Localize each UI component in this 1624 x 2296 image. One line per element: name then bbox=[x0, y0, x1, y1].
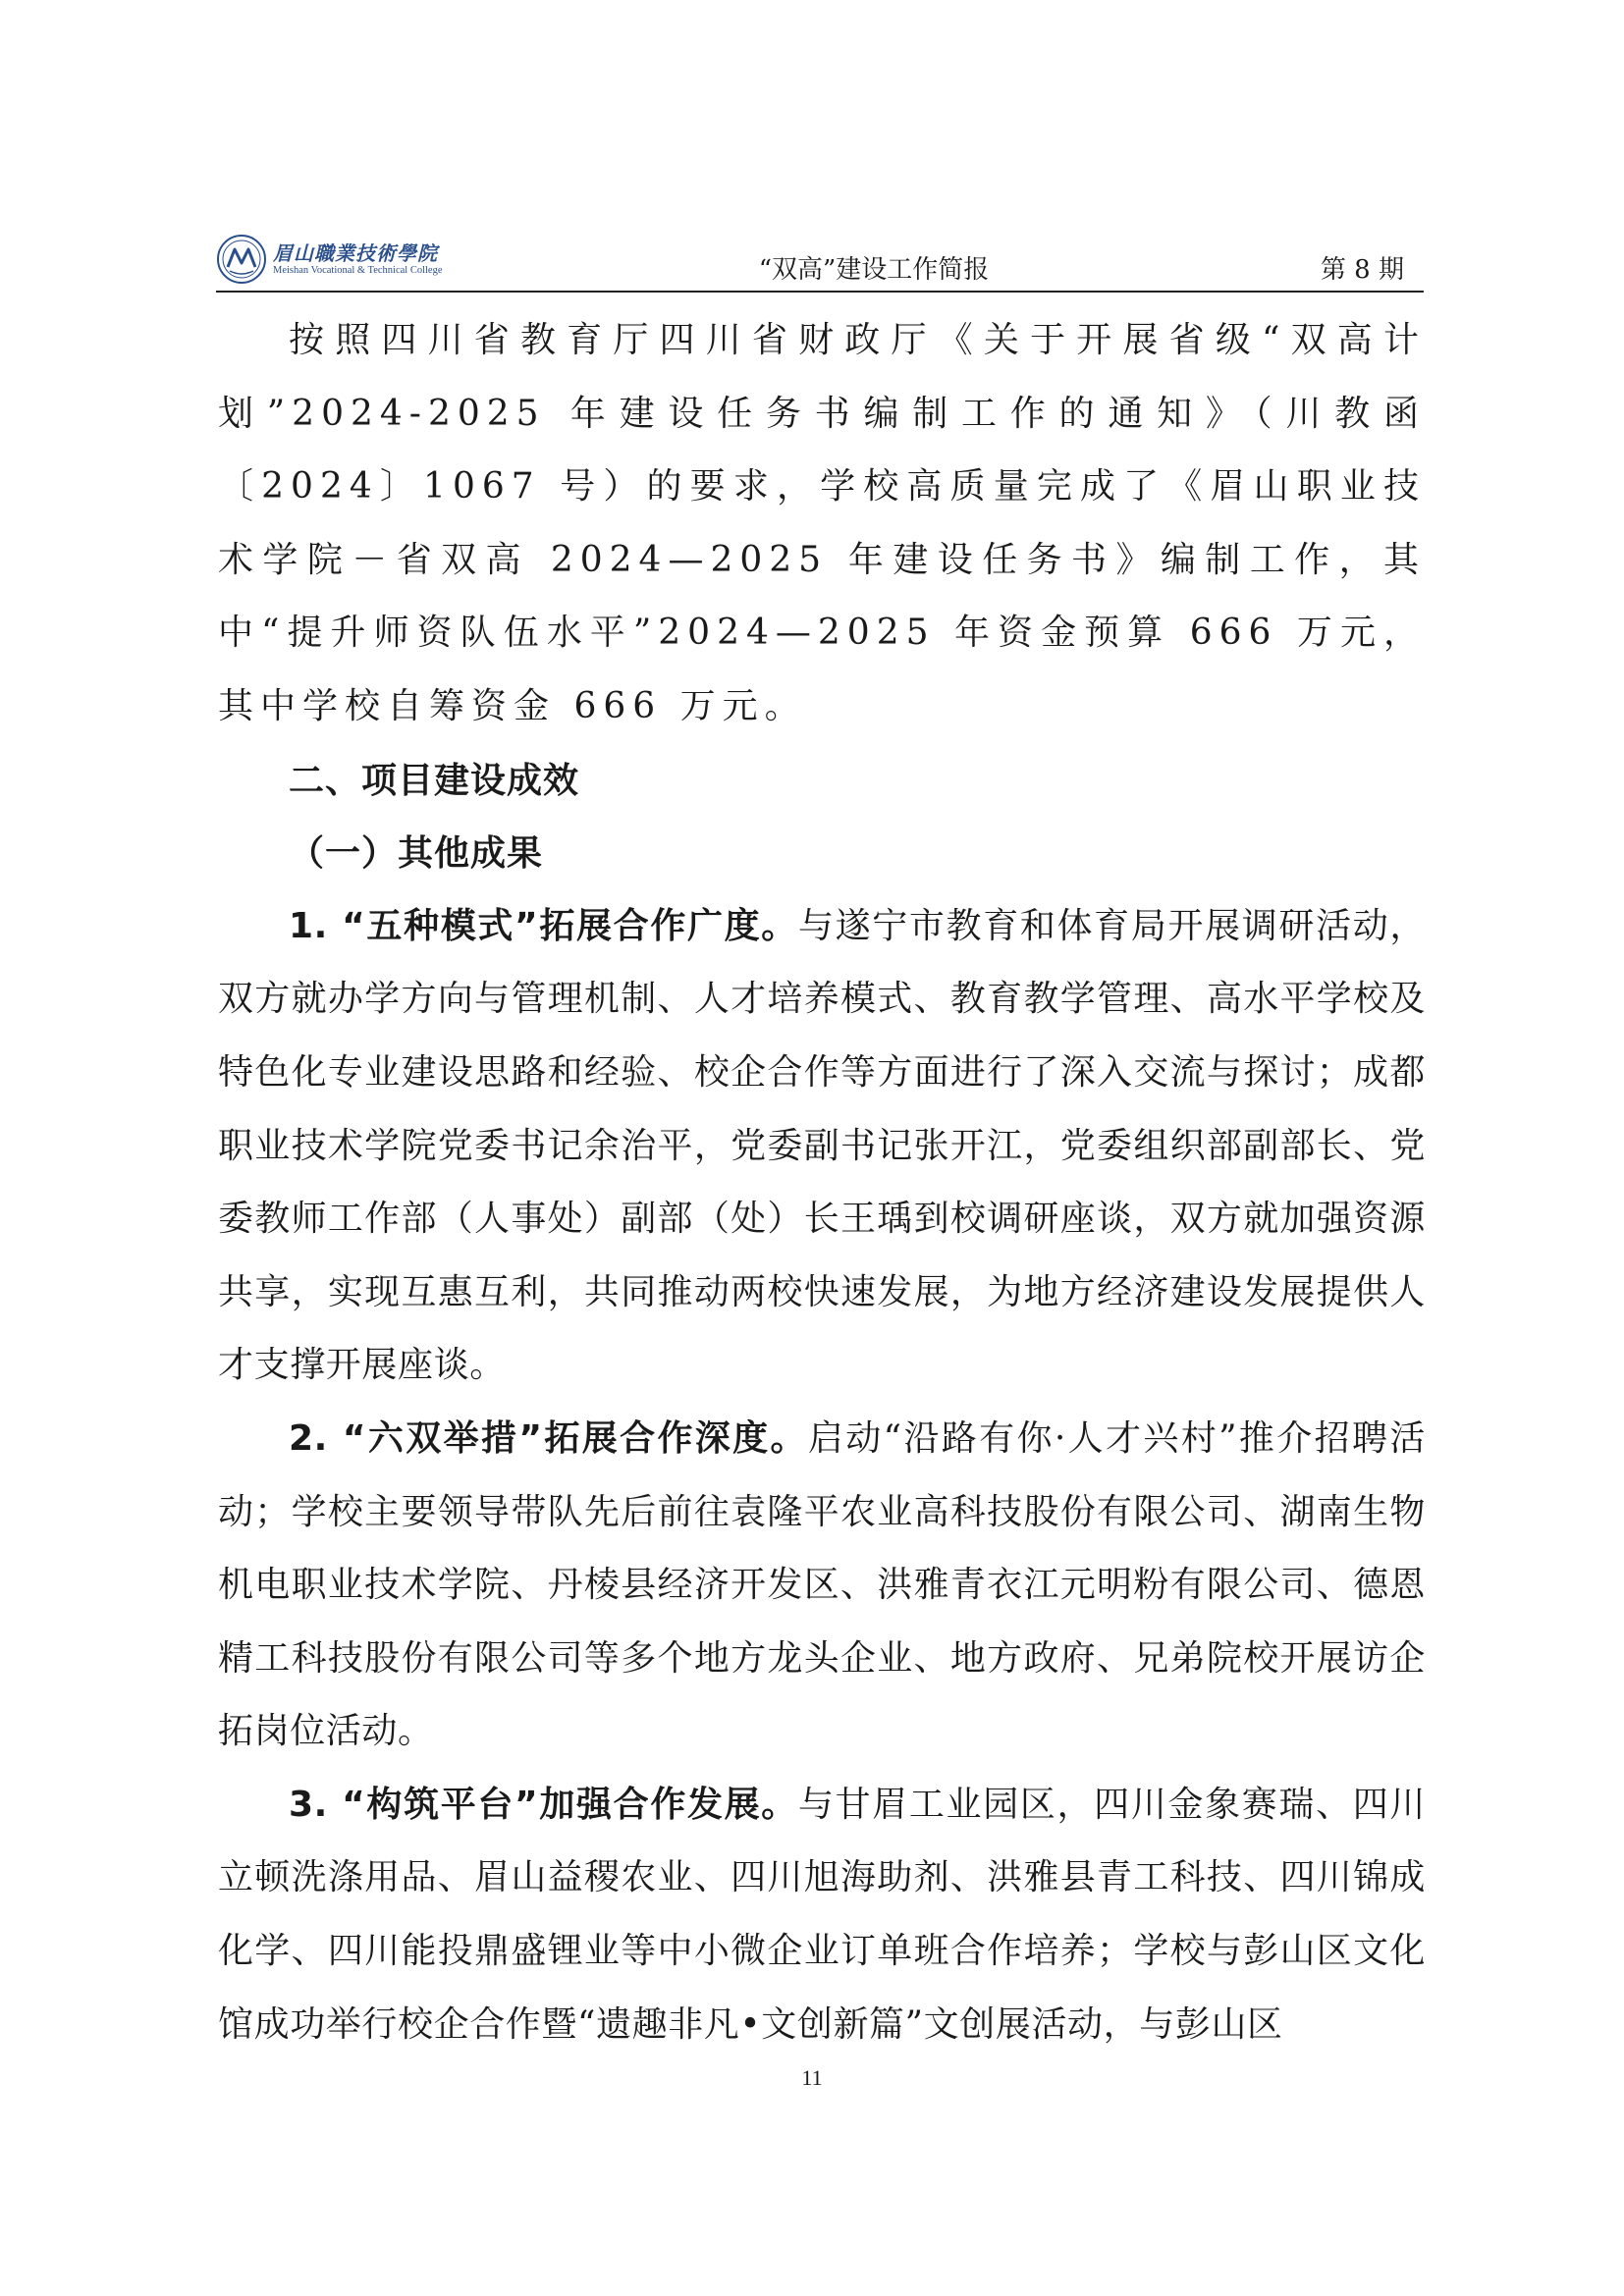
bulletin-title: “双高”建设工作简报 bbox=[758, 255, 990, 285]
item-paragraph-1 bbox=[218, 890, 1426, 1403]
item-1-lead: 1. “五种模式”拓展合作广度。 bbox=[289, 905, 798, 946]
college-emblem-icon bbox=[216, 234, 267, 285]
item-paragraph-2 bbox=[218, 1403, 1426, 1769]
issue-number: 第 8 期 bbox=[1320, 255, 1404, 285]
item-2-text: 启动“沿路有你·人才兴村”推介招聘活动；学校主要领导带队先后前往袁隆平农业高科技股份有限公司、湖南生物机电职业技术学院、丹棱县经济开发区、洪雅青衣江元明粉有限公司、德恩精工科技股份有限公司等多个地方龙头企业、地方政府、兄弟院校开展访企拓岗位活动。 bbox=[218, 1417, 1426, 1752]
item-paragraph-3 bbox=[218, 1769, 1426, 2061]
subsection-heading: （一）其他成果 bbox=[289, 832, 544, 875]
logo-chinese-name: 眉山職業技術學院 bbox=[273, 241, 438, 265]
intro-paragraph: 按照四川省教育厅四川省财政厅《关于开展省级“双高计划”2024-2025 年建设任务书编制工作的通知》（川教函〔2024〕1067 号）的要求，学校高质量完成了《眉山职业技术学院－省双高 2024—2025 年建设任务书》编制工作，其中“提升师资队伍水平”2024—2025 年资金预算 666 万元，其中学校自筹资金 666 万元。 bbox=[218, 320, 1426, 726]
item-3-lead: 3. “构筑平台”加强合作发展。 bbox=[289, 1784, 798, 1825]
document-body bbox=[218, 304, 1426, 2061]
item-3-text: 与甘眉工业园区，四川金象赛瑞、四川立顿洗涤用品、眉山益稷农业、四川旭海助剂、洪雅县青工科技、四川锦成化学、四川能投鼎盛锂业等中小微企业订单班合作培养；学校与彭山区文化馆成功举行校企合作暨“遗趣非凡•文创新篇”文创展活动，与彭山区 bbox=[218, 1784, 1426, 2045]
logo-english-name: Meishan Vocational & Technical College bbox=[273, 265, 443, 276]
college-logo bbox=[216, 232, 471, 287]
page-number: 11 bbox=[801, 2065, 823, 2090]
item-1-text: 与遂宁市教育和体育局开展调研活动，双方就办学方向与管理机制、人才培养模式、教育教学管理、高水平学校及特色化专业建设思路和经验、校企合作等方面进行了深入交流与探讨；成都职业技术学院党委书记余治平，党委副书记张开江，党委组织部副部长、党委教师工作部（人事处）副部（处）长王瑀到校调研座谈，双方就加强资源共享，实现互惠互利，共同推动两校快速发展，为地方经济建设发展提供人才支撑开展座谈。 bbox=[218, 905, 1426, 1386]
section-heading: 二、项目建设成效 bbox=[289, 759, 580, 801]
item-2-lead: 2. “六双举措”拓展合作深度。 bbox=[289, 1417, 808, 1459]
page-header bbox=[216, 224, 1424, 293]
